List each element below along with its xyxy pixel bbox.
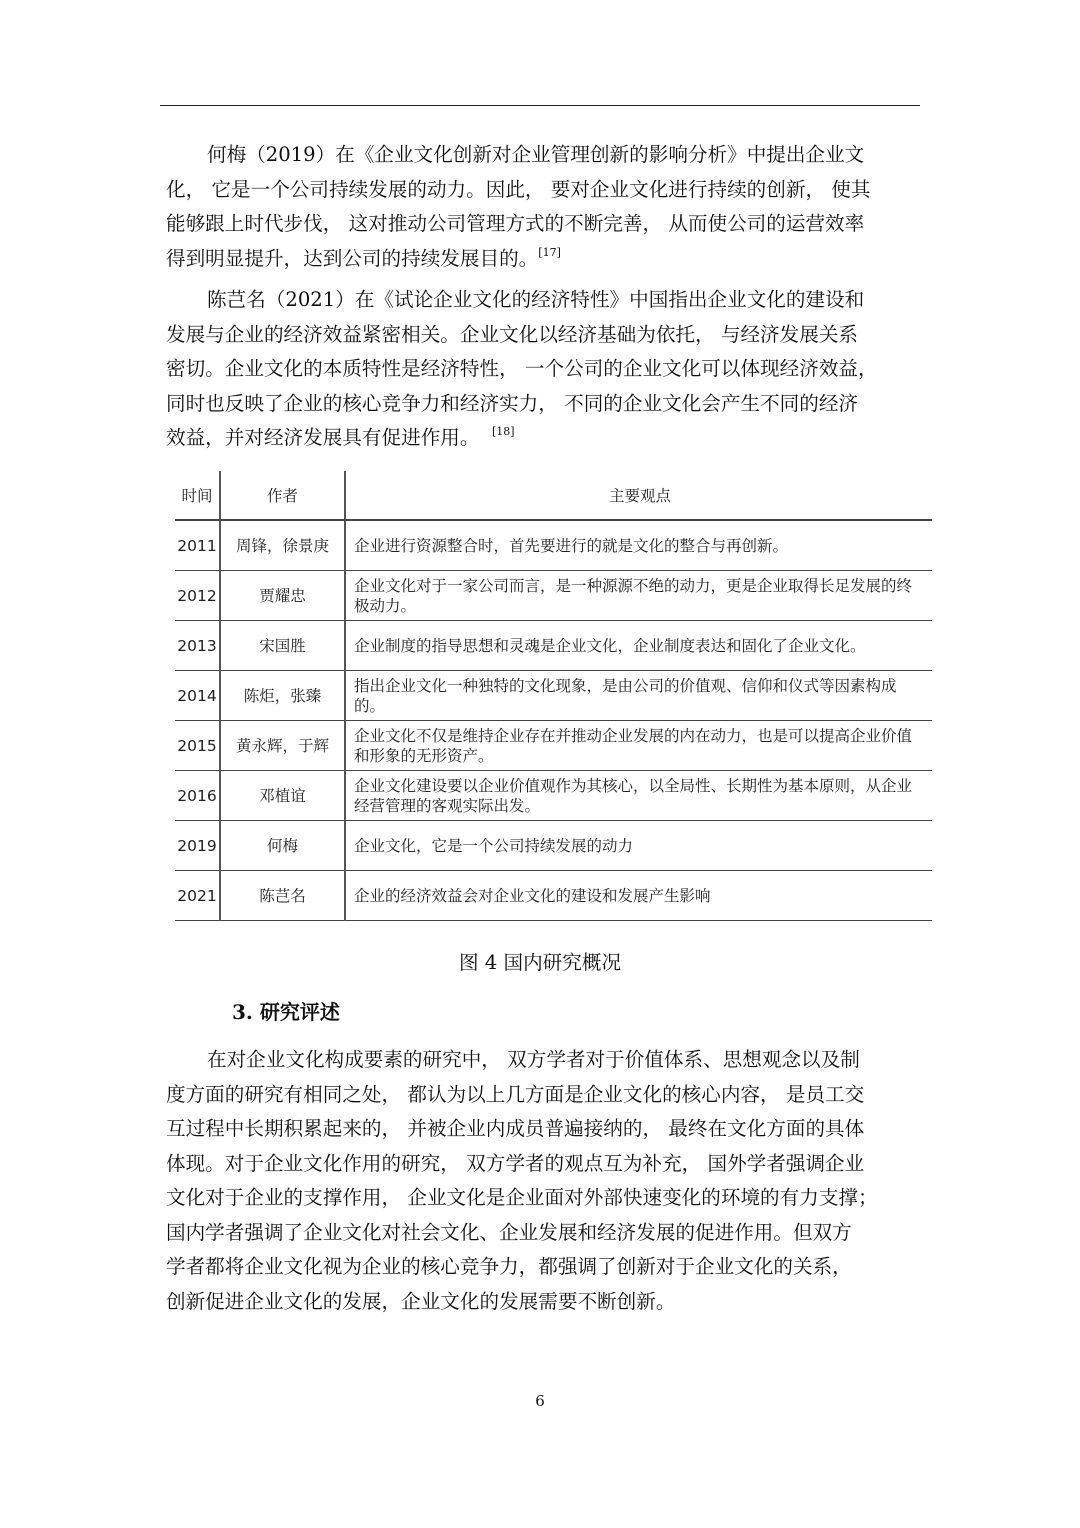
- cell-author: 贾耀忠: [220, 571, 345, 621]
- header-author: 作者: [220, 471, 345, 520]
- cell-year: 2021: [175, 871, 220, 921]
- table-row: [175, 721, 932, 771]
- cell-view: 指出企业文化一种独特的文化现象，是由公司的价值观、信仰和仪式等因素构成的。: [345, 671, 932, 721]
- cell-view: 企业文化对于一家公司而言，是一种源源不绝的动力，更是企业取得长足发展的终极动力。: [345, 571, 932, 621]
- paragraph-review: [166, 1043, 924, 1319]
- table-row: [175, 571, 932, 621]
- cell-view: 企业文化不仅是维持企业存在并推动企业发展的内在动力，也是可以提高企业价值和形象的无形资产。: [345, 721, 932, 771]
- paragraph-line: 化， 它是一个公司持续发展的动力。因此， 要对企业文化进行持续的创新， 使其: [166, 177, 871, 201]
- paragraph-line: 创新促进企业文化的发展，企业文化的发展需要不断创新。: [166, 1289, 676, 1313]
- header-view: 主要观点: [345, 471, 932, 520]
- figure-caption: 图 4 国内研究概况: [458, 951, 622, 974]
- paragraph-line: 互过程中长期积累起来的， 并被企业内成员普遍接纳的， 最终在文化方面的具体: [166, 1117, 865, 1140]
- cell-view: 企业文化，它是一个公司持续发展的动力: [345, 821, 932, 871]
- paragraph-line: 同时也反映了企业的核心竞争力和经济实力， 不同的企业文化会产生不同的经济: [166, 391, 859, 415]
- table-row: [175, 771, 932, 821]
- cell-author: 何梅: [220, 821, 345, 871]
- cell-view: 企业的经济效益会对企业文化的建设和发展产生影响: [345, 871, 932, 921]
- table-row: [175, 520, 932, 571]
- cell-year: 2014: [175, 671, 220, 721]
- table-header-row: [175, 471, 932, 520]
- cell-year: 2012: [175, 571, 220, 621]
- cell-year: 2015: [175, 721, 220, 771]
- cell-author: 邓植谊: [220, 771, 345, 821]
- paragraph-line: 度方面的研究有相同之处， 都认为以上几方面是企业文化的核心内容， 是员工交: [166, 1082, 865, 1106]
- paragraph-he-mei: [166, 138, 924, 276]
- paragraph-line: 文化对于企业的支撑作用， 企业文化是企业面对外部快速变化的环境的有力支撑；: [166, 1186, 878, 1209]
- cell-view: 企业制度的指导思想和灵魂是企业文化，企业制度表达和固化了企业文化。: [345, 621, 932, 671]
- header-year: 时间: [175, 471, 220, 520]
- paragraph-chen-yiming: [166, 283, 924, 456]
- cell-year: 2013: [175, 621, 220, 671]
- paragraph-line: 得到明显提升，达到公司的持续发展目的。: [166, 246, 539, 270]
- cell-author: 陈芑名: [220, 871, 345, 921]
- paragraph-line: 陈芑名（2021）在《试论企业文化的经济特性》中国指出企业文化的建设和: [207, 288, 865, 311]
- paragraph-line: 学者都将企业文化视为企业的核心竞争力，都强调了创新对于企业文化的关系，: [166, 1255, 852, 1278]
- cell-view: 企业文化建设要以企业价值观作为其核心，以全局性、长期性为基本原则，从企业经营管理的客观实际出发。: [345, 771, 932, 821]
- section-heading: 3. 研究评述: [232, 1000, 340, 1024]
- paragraph-line: 在对企业文化构成要素的研究中， 双方学者对于价值体系、思想观念以及制: [207, 1048, 860, 1071]
- table-row: [175, 871, 932, 921]
- cell-author: 周锋，徐景庚: [220, 520, 345, 571]
- cell-author: 陈炬，张臻: [220, 671, 345, 721]
- citation-ref: [17]: [538, 245, 561, 259]
- cell-author: 黄永辉，于辉: [220, 721, 345, 771]
- paragraph-line: 国内学者强调了企业文化对社会文化、企业发展和经济发展的促进作用。但双方: [166, 1220, 852, 1244]
- cell-author: 宋国胜: [220, 621, 345, 671]
- cell-year: 2011: [175, 520, 220, 571]
- header-rule: [160, 105, 920, 106]
- paragraph-line: 何梅（2019）在《企业文化创新对企业管理创新的影响分析》中提出企业文: [207, 143, 865, 166]
- page-number: 6: [535, 1392, 545, 1410]
- paragraph-line: 发展与企业的经济效益紧密相关。企业文化以经济基础为依托， 与经济发展关系: [166, 322, 859, 346]
- table-row: [175, 621, 932, 671]
- paragraph-line: 体现。对于企业文化作用的研究， 双方学者的观点互为补充， 国外学者强调企业: [166, 1151, 865, 1175]
- paragraph-line: 密切。企业文化的本质特性是经济特性， 一个公司的企业文化可以体现经济效益，: [166, 357, 878, 380]
- citation-ref: [18]: [491, 425, 515, 438]
- domestic-research-table: [175, 471, 932, 921]
- table-row: [175, 671, 932, 721]
- paragraph-line: 能够跟上时代步伐， 这对推动公司管理方式的不断完善， 从而使公司的运营效率: [166, 212, 865, 235]
- cell-view: 企业进行资源整合时，首先要进行的就是文化的整合与再创新。: [345, 520, 932, 571]
- table-row: [175, 821, 932, 871]
- cell-year: 2019: [175, 821, 220, 871]
- paragraph-line: 效益，并对经济发展具有促进作用。: [166, 426, 480, 449]
- cell-year: 2016: [175, 771, 220, 821]
